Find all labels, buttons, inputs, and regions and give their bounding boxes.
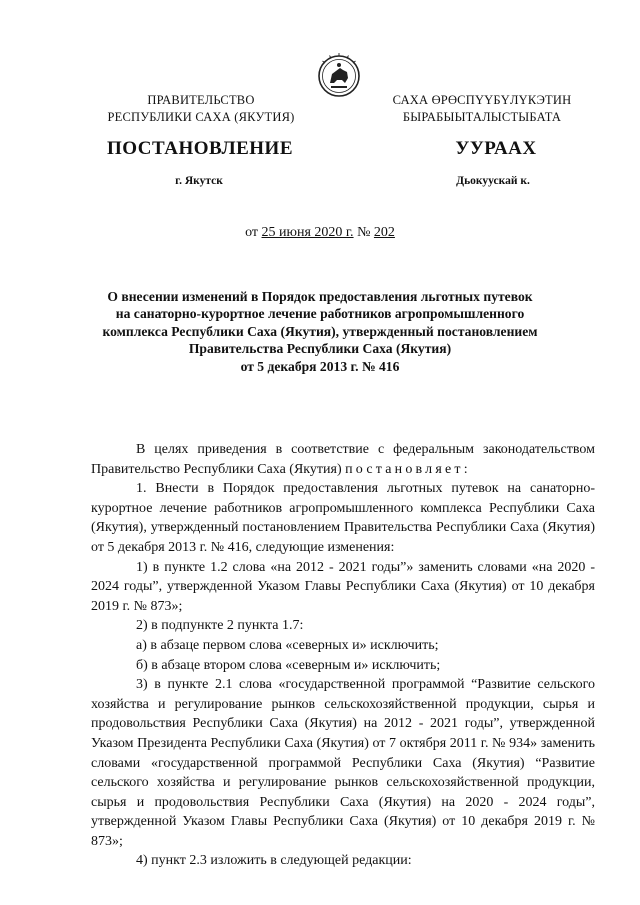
resolves-word: постановляет:	[345, 461, 471, 477]
government-name-yakut	[372, 92, 592, 126]
paragraph-subitem-2b: б) в абзаце втором слова «северным и» исключить;	[136, 657, 441, 673]
title-line: О внесении изменений в Порядок предоставления льготных путевок	[107, 289, 533, 304]
document-body	[91, 440, 595, 871]
paragraph-subitem-2: 2) в подпункте 2 пункта 1.7:	[136, 618, 304, 634]
city-russian: г. Якутск	[175, 175, 223, 187]
doc-type-yakut: УУРААХ	[455, 138, 537, 159]
title-line: на санаторно-курортное лечение работников агропромышленного	[115, 306, 525, 322]
coat-of-arms-emblem-icon	[317, 52, 361, 98]
number-prefix: №	[353, 225, 374, 240]
government-name-russian	[96, 92, 306, 126]
city-yakut: Дьокуускай к.	[456, 175, 530, 187]
date-prefix: от	[245, 225, 262, 240]
paragraph-item-1: 1. Внести в Порядок предоставления льготных путевок на санаторно-курортное лечение работников агропромышленного комплекса Республики Саха (Якутия), утвержденный постановлением Правительства Республики Саха (Якутия) от 5 декабря 2013 г. № 416, следующие изменения:	[91, 481, 595, 555]
document-date: 25 июня 2020 г.	[261, 225, 354, 240]
paragraph-subitem-2a: а) в абзаце первом слова «северных и» исключить;	[136, 637, 439, 653]
header-right-line2: БЫРАБЫЫТАЛЫСТЫБАТА	[402, 110, 562, 124]
header-left-line2: РЕСПУБЛИКИ САХА (ЯКУТИЯ)	[107, 110, 295, 124]
paragraph-subitem-3: 3) в пункте 2.1 слова «государственной программой “Развитие сельского хозяйства и регулирование рынков сельскохозяйственной продукции, сырья и продовольствия Республики Саха (Якутия) на 2012 - 2021 годы”, утвержденной Указом Президента Республики Саха (Якутия) от 7 октября 2011 г. № 934» заменить словами «государственной программой Республики Саха (Якутия) “Развитие сельского хозяйства и регулирование рынков сельскохозяйственной продукции, сырья и продовольствия Республики Саха (Якутия) на 2020 - 2024 годы”, утвержденной Указом Главы Республики Саха (Якутия) от 10 декабря 2019 г. № 873»;	[91, 677, 595, 849]
paragraph-subitem-1: 1) в пункте 1.2 слова «на 2012 - 2021 годы”» заменить словами «на 2020 - 2024 годы”, утвержденной Указом Главы Республики Саха (Якутия) от 10 декабря 2019 г. № 873»;	[91, 559, 595, 614]
document-title	[90, 288, 550, 375]
preamble-text: В целях приведения в соответствие с федеральным законодательством Правительство Республики Саха (Якутия)	[91, 442, 595, 477]
title-line: от 5 декабря 2013 г. № 416	[240, 358, 400, 374]
title-line: комплекса Республики Саха (Якутия), утвержденный постановлением	[102, 323, 538, 339]
header-right-line1: САХА ӨРӨСПҮҮБҮЛҮКЭТИН	[392, 93, 572, 107]
paragraph-subitem-4: 4) пункт 2.3 изложить в следующей редакции:	[136, 853, 412, 869]
paragraph-preamble	[91, 440, 595, 479]
document-number: 202	[373, 225, 395, 240]
doc-type-russian: ПОСТАНОВЛЕНИЕ	[106, 138, 294, 159]
title-line: Правительства Республики Саха (Якутия)	[188, 341, 452, 357]
document-date-number	[0, 225, 640, 241]
header-left-line1: ПРАВИТЕЛЬСТВО	[147, 93, 255, 107]
